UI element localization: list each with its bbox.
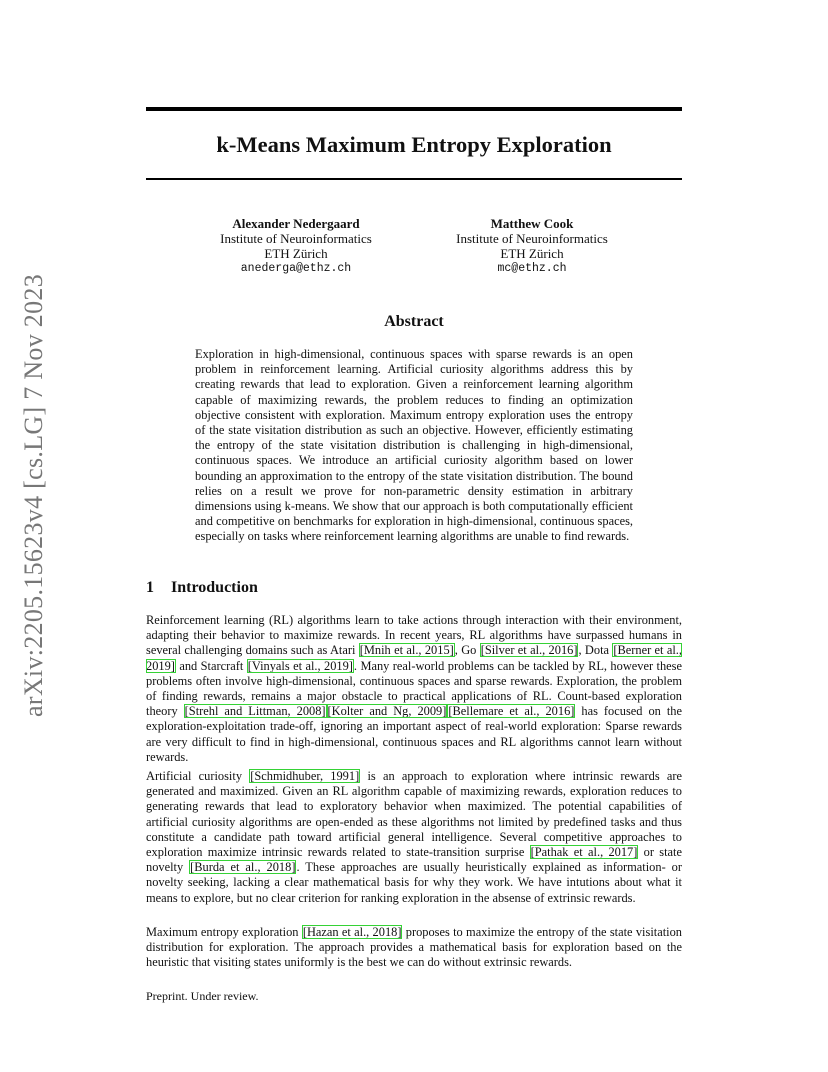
text-run: Maximum entropy exploration (146, 925, 302, 939)
text-run: . Many real-world problems can be tackled by RL, however these problems often involve high-dimensional, continuous spaces and sparse rewards. Exploration, the problem of finding rewards, remains a major obstacle to practical applications of RL. Count-based exploration theory (146, 658, 682, 719)
text-run: and Starcraft (175, 658, 247, 673)
author-institute: Institute of Neuroinformatics (220, 231, 372, 246)
title-rule-top (146, 107, 682, 111)
citation-link[interactable]: [Vinyals et al., 2019] (247, 658, 353, 673)
abstract-text: Exploration in high-dimensional, continuous spaces with sparse rewards is an open problem in reinforcement learning. Artificial curiosity algorithms address this by creating rewards that lead to exploration. Given a reinforcement learning algorithm capable of maximizing rewards, the problem reduces to finding an optimization objective consistent with exploration. Maximum entropy exploration uses the entropy of the state visitation distribution as such an objective. However, efficiently estimating the entropy of the state visitation distribution is challenging in high-dimensional, continuous spaces. We introduce an artificial curiosity algorithm based on lower bounding an approximation to the entropy of the state visitation distribution. The bound relies on a result we prove for non-parametric density estimation in arbitrary dimensions using k-means. We show that our approach is both computationally efficient and competitive on benchmarks for exploration in high-dimensional, continuous spaces, especially on tasks where reinforcement learning algorithms are unable to find rewards. (195, 347, 633, 544)
citation-link[interactable]: [Pathak et al., 2017] (530, 845, 638, 860)
section-number: 1 (146, 579, 154, 596)
title-rule-bottom (146, 178, 682, 180)
author-org: ETH Zürich (264, 246, 328, 261)
text-run: is an approach to exploration where intrinsic rewards are generated and maximized. Given an RL algorithm capable of maximizing rewards, exploration reduces to generating rewards that lead to exploratory behavior when maximized. The potential capabilities of artificial curiosity algorithms are open-ended as these algorithms not limited by predefined tasks and thus constitute a candidate path toward artificial general intelligence. Several competitive approaches to exploration maximize intrinsic rewards related to state-transition surprise (146, 769, 682, 860)
intro-paragraph-1 (146, 613, 682, 765)
text-run: has focused on the exploration-exploitation trade-off, ignoring an important aspect of real-world exploration: Sparse rewards are very difficult to find in high-dimensional, continuous spaces and RL algorithms cannot learn without rewards. (146, 704, 682, 764)
text-run: or state novelty (146, 845, 682, 875)
author-name: Matthew Cook (490, 216, 574, 231)
citation-link[interactable]: [Bellemare et al., 2016] (448, 704, 575, 719)
paper-title: k-Means Maximum Entropy Exploration (216, 132, 612, 157)
section-title: Introduction (171, 579, 258, 596)
text-run: proposes to maximize the entropy of the state visitation distribution for exploration. The approach provides a mathematical basis for exploration based on the heuristic that visiting states uniformly is the best we can do without extrinsic rewards. (146, 925, 682, 970)
citation-link[interactable]: [Hazan et al., 2018] (302, 925, 402, 939)
author-email: anederga@ethz.ch (240, 262, 352, 275)
citation-link[interactable]: [Kolter and Ng, 2009] (327, 704, 447, 719)
intro-paragraph-2 (146, 769, 682, 906)
arxiv-stamp-text: arXiv:2205.15623v4 [cs.LG] 7 Nov 2023 (19, 273, 48, 717)
text-run: . These approaches are usually heuristically explained as information- or novelty seeking, lacking a clear mathematical basis for why they work. We have intutions about what it means to explore, but no clear criterion for ranking exploration in the absense of extrinsic rewards. (146, 860, 682, 905)
citation-link[interactable]: [Silver et al., 2016] (480, 643, 578, 658)
author-name: Alexander Nedergaard (232, 216, 360, 231)
text-run: Reinforcement learning (RL) algorithms learn to take actions through interaction with their environment, adapting their behavior to maximize rewards. In recent years, RL algorithms have surpassed humans in several challenging domains such as Atari (146, 613, 682, 658)
intro-paragraph-3 (146, 925, 682, 971)
arxiv-stamp (14, 273, 54, 717)
citation-link[interactable]: [Mnih et al., 2015] (359, 643, 454, 658)
author-block-1 (196, 216, 396, 276)
text-run: , Dota (578, 643, 613, 658)
citation-link[interactable]: [Burda et al., 2018] (190, 860, 296, 875)
citation-link[interactable]: [Strehl and Littman, 2008] (184, 704, 326, 719)
citation-link[interactable]: [Schmidhuber, 1991] (250, 769, 360, 783)
author-email: mc@ethz.ch (497, 262, 567, 275)
author-institute: Institute of Neuroinformatics (456, 231, 608, 246)
author-block-2 (432, 216, 632, 276)
author-org: ETH Zürich (500, 246, 564, 261)
page-footer: Preprint. Under review. (146, 989, 259, 1003)
section-heading (146, 579, 258, 597)
text-run: , Go (454, 643, 480, 658)
text-run: Artificial curiosity (146, 769, 250, 783)
citation-link[interactable]: [Berner et al., 2019] (146, 643, 682, 673)
abstract-heading: Abstract (384, 313, 444, 330)
